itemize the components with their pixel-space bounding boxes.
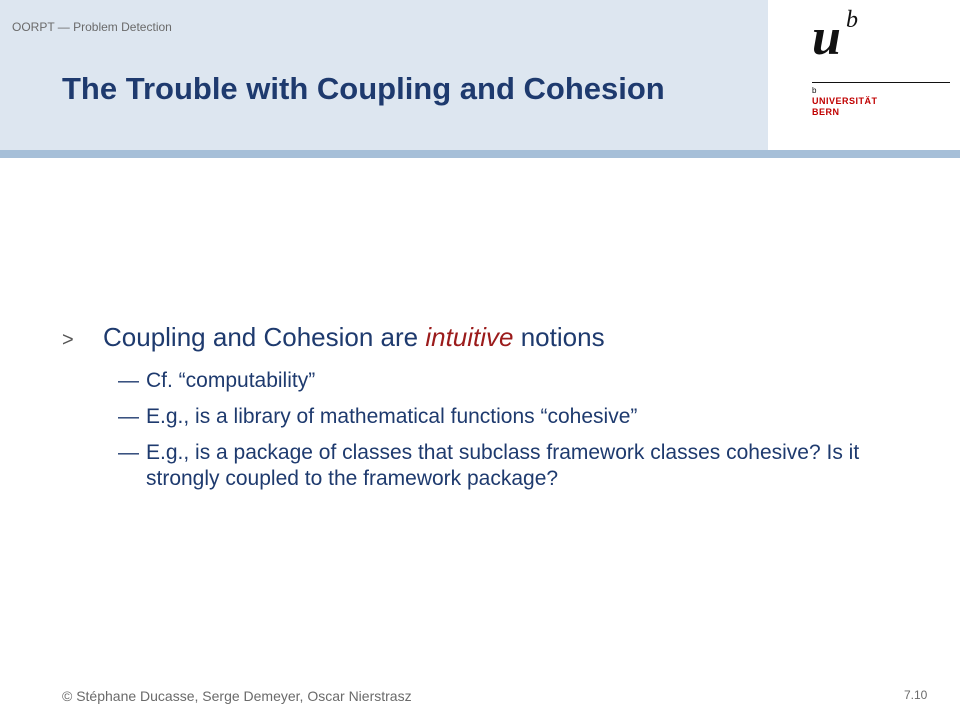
- university-name: [812, 96, 878, 118]
- university-logo-b: b: [846, 7, 858, 33]
- dash-icon: —: [118, 369, 139, 392]
- dash-icon: —: [118, 405, 139, 428]
- logo-area: [768, 0, 960, 150]
- sub-bullet-text: E.g., is a package of classes that subclass framework classes cohesive? Is it strongly coupled to the framework package?: [146, 441, 860, 490]
- main-text-after: notions: [513, 322, 605, 352]
- sub-bullet-text: Cf. “computability”: [146, 369, 316, 392]
- university-city: BERN: [812, 107, 840, 117]
- course-label: OORPT — Problem Detection: [12, 20, 172, 34]
- footer-copyright: © Stéphane Ducasse, Serge Demeyer, Oscar Nierstrasz: [62, 688, 412, 704]
- header-rule: [0, 150, 960, 158]
- slide-title: The Trouble with Coupling and Cohesion: [62, 71, 665, 106]
- main-text-before: Coupling and Cohesion are: [103, 322, 426, 352]
- page-number: 7.10: [904, 688, 928, 702]
- logo-divider: [812, 82, 950, 83]
- sub-bullet-text: E.g., is a library of mathematical functions “cohesive”: [146, 405, 638, 428]
- university-logo-u: u: [812, 9, 841, 66]
- university-label: UNIVERSITÄT: [812, 96, 878, 106]
- bullet-chevron-icon: >: [62, 329, 74, 351]
- main-text-emphasis: intuitive: [425, 322, 514, 352]
- main-bullet: [103, 322, 605, 353]
- logo-small-b: b: [812, 86, 817, 95]
- dash-icon: —: [118, 441, 139, 464]
